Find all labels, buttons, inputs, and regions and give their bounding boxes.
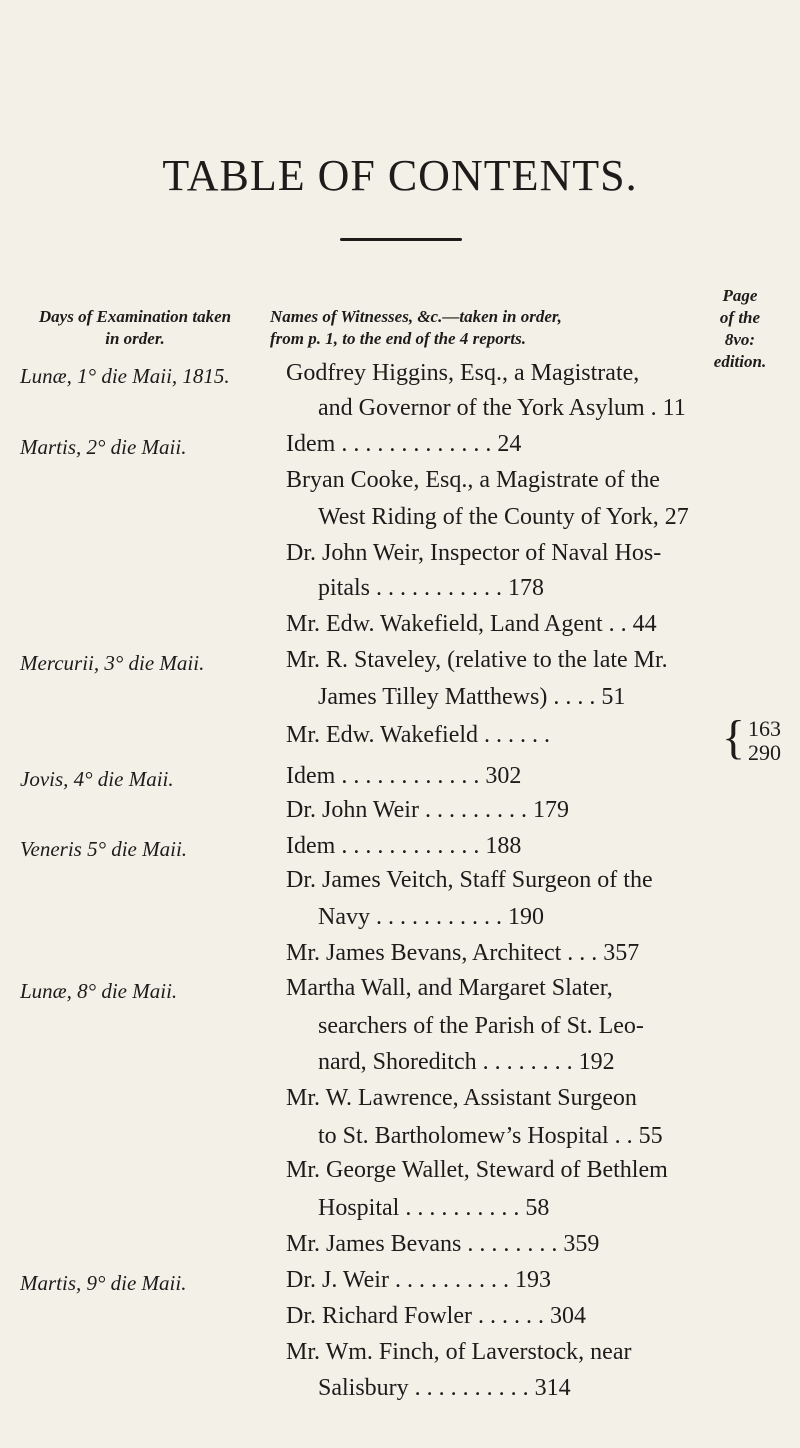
examination-day: Martis, 2° die Maii. [20, 435, 187, 459]
witness-entry: Bryan Cooke, Esq., a Magistrate of the [286, 467, 660, 493]
contents-row [0, 711, 800, 765]
names-header-line-1: Names of Witnesses, &c.—taken in order, [270, 307, 562, 326]
days-column-header [20, 306, 250, 350]
witness-entry: Idem . . . . . . . . . . . . . 24 [286, 431, 522, 457]
witness-entry: Mr. Edw. Wakefield . . . . . . [286, 722, 551, 748]
witness-entry: and Governor of the York Asylum . 11 [318, 395, 686, 421]
contents-row [0, 431, 800, 469]
witness-entry: Mr. James Bevans, Architect . . . 357 [286, 940, 640, 966]
page-header-line-1: Page [722, 286, 758, 305]
witness-entry: Martha Wall, and Margaret Slater, [286, 975, 613, 1001]
witness-entry: Mr. Edw. Wakefield, Land Agent . . 44 [286, 611, 657, 637]
title-rule [340, 238, 462, 241]
witness-entry: to St. Bartholomew’s Hospital . . 55 [318, 1123, 663, 1149]
brace-page-top: 163 [748, 716, 781, 741]
witness-entry: Dr. Richard Fowler . . . . . . 304 [286, 1303, 586, 1329]
contents-row [0, 1195, 800, 1233]
witness-entry: Dr. John Weir . . . . . . . . . 179 [286, 797, 569, 823]
contents-row [0, 904, 800, 942]
contents-row [0, 684, 800, 722]
witness-entry: Navy . . . . . . . . . . . 190 [318, 904, 544, 930]
witness-entry: Godfrey Higgins, Esq., a Magistrate, [286, 360, 640, 386]
contents-row [0, 1049, 800, 1087]
days-header-line-1: Days of Examination taken [38, 307, 232, 326]
contents-row [0, 1157, 800, 1195]
examination-day: Lunæ, 1° die Maii, 1815. [20, 364, 230, 388]
witness-entry: Mr. George Wallet, Steward of Bethlem [286, 1157, 668, 1183]
witness-entry: Idem . . . . . . . . . . . . 188 [286, 833, 522, 859]
contents-row [0, 763, 800, 801]
names-column-header [270, 306, 660, 350]
contents-row [0, 647, 800, 685]
contents-row [0, 1123, 800, 1161]
examination-day: Lunæ, 8° die Maii. [20, 979, 178, 1003]
witness-entry: Dr. J. Weir . . . . . . . . . . 193 [286, 1267, 551, 1293]
witness-entry: Idem . . . . . . . . . . . . 302 [286, 763, 522, 789]
contents-row [0, 975, 800, 1013]
contents-row [0, 504, 800, 542]
examination-day: Veneris 5° die Maii. [20, 837, 188, 861]
witness-entry: Mr. James Bevans . . . . . . . . 359 [286, 1231, 600, 1257]
witness-entry: searchers of the Parish of St. Leo- [318, 1013, 644, 1039]
page-header-line-3: 8vo: [724, 330, 756, 349]
contents-row [0, 360, 800, 398]
witness-entry: nard, Shoreditch . . . . . . . . 192 [318, 1049, 615, 1075]
brace-page-bottom: 290 [748, 740, 781, 765]
contents-row [0, 1375, 800, 1413]
days-header-line-2: in order. [105, 329, 165, 348]
witness-entry: West Riding of the County of York, 27 [318, 504, 689, 530]
contents-row [0, 1339, 800, 1377]
contents-row [0, 940, 800, 978]
witness-entry: Mr. Wm. Finch, of Laverstock, near [286, 1339, 632, 1365]
contents-row [0, 575, 800, 613]
contents-row [0, 611, 800, 649]
contents-row [0, 1013, 800, 1051]
examination-day: Martis, 9° die Maii. [20, 1271, 187, 1295]
contents-row [0, 1303, 800, 1341]
contents-row [0, 797, 800, 835]
contents-row [0, 1267, 800, 1305]
witness-entry: Mr. W. Lawrence, Assistant Surgeon [286, 1085, 637, 1111]
contents-row [0, 395, 800, 433]
contents-row [0, 540, 800, 578]
witness-entry: Dr. John Weir, Inspector of Naval Hos- [286, 540, 662, 566]
brace-glyph: { [722, 711, 746, 764]
contents-row [0, 833, 800, 871]
examination-day: Jovis, 4° die Maii. [20, 767, 174, 791]
contents-row [0, 1231, 800, 1269]
examination-day: Mercurii, 3° die Maii. [20, 651, 205, 675]
witness-entry: pitals . . . . . . . . . . . 178 [318, 575, 544, 601]
witness-entry: James Tilley Matthews) . . . . 51 [318, 684, 626, 710]
contents-row [0, 467, 800, 505]
page-header-line-2: of the [719, 308, 761, 327]
witness-entry: Salisbury . . . . . . . . . . 314 [318, 1375, 571, 1401]
page-title: TABLE OF CONTENTS. [162, 151, 638, 200]
witness-entry: Mr. R. Staveley, (relative to the late Mr. [286, 647, 668, 673]
contents-row [0, 867, 800, 905]
page-header-line-4: edition. [713, 352, 767, 371]
names-header-line-2: from p. 1, to the end of the 4 reports. [270, 329, 526, 348]
witness-entry: Dr. James Veitch, Staff Surgeon of the [286, 867, 653, 893]
contents-row [0, 1085, 800, 1123]
witness-entry: Hospital . . . . . . . . . . 58 [318, 1195, 550, 1221]
